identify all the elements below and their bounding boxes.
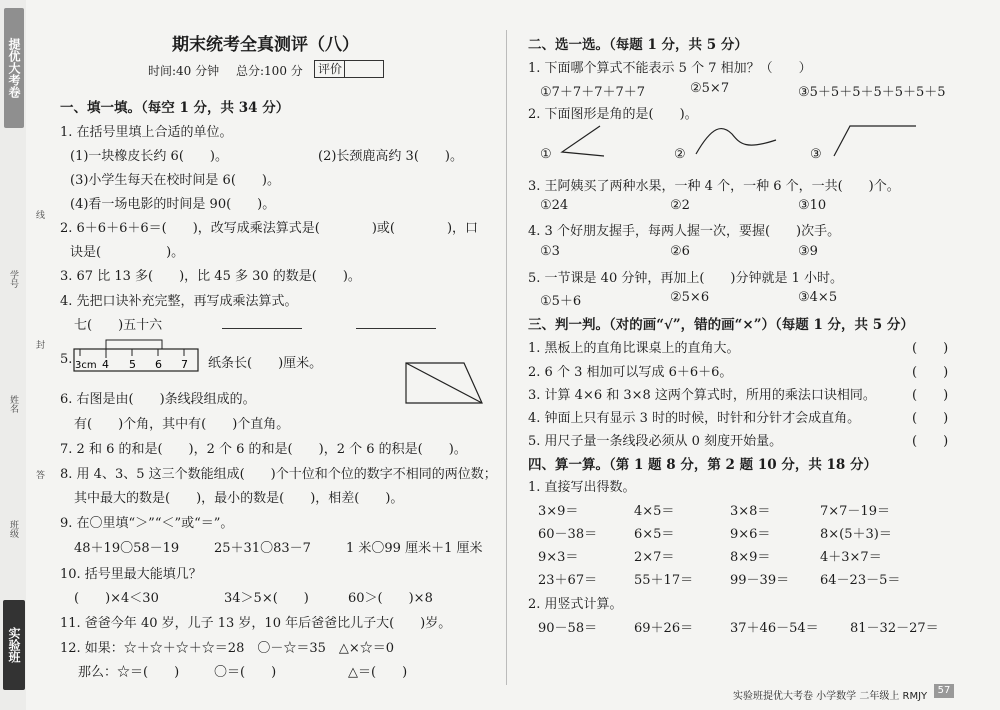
vertical-calc-item: 81－32－27＝ [850,621,939,636]
s1-q7: 7. 2 和 6 的和是( )，2 个 6 的和是( )，2 个 6 的积是( )。 [60,442,467,457]
s1-q6: 6. 右图是由( )条线段组成的。 [60,392,256,407]
s1-q6b: 有( )个角，其中有( )个直角。 [74,417,290,432]
s1-q10b: 34＞5×( ) [224,591,309,606]
vertical-calc-item: 90－58＝ [538,621,598,636]
section-4-heading: 四、算一算。（第 1 题 8 分，第 2 题 10 分，共 18 分） [528,457,878,473]
judge-answer-box[interactable]: ( ) [912,388,949,403]
seal-mark: 线 [34,210,44,219]
s2-q1-option[interactable]: ③5＋5＋5＋5＋5＋5＋5 [798,85,946,100]
calc-item: 3×8＝ [730,504,771,519]
s1-q1d: (4)看一场电影的时间是 90( )。 [70,197,276,212]
trapezoid-figure [404,361,484,407]
s1-q9a: 48＋19〇58－19 [74,541,180,556]
s2-q2-option[interactable]: ② [674,147,686,162]
s1-q8-cont: 其中最大的数是( )，最小的数是( )，相差( )。 [74,491,404,506]
answer-line[interactable] [222,328,302,329]
s1-q11: 11. 爸爸今年 40 岁，儿子 13 岁，10 年后爸爸比儿子大( )岁。 [60,616,452,631]
calc-item: 23＋67＝ [538,573,598,588]
s1-q5-number: 5. [60,352,73,367]
s2-q2-option[interactable]: ① [540,147,552,162]
s2-q1-option[interactable]: ①7＋7＋7＋7＋7 [540,85,646,100]
angle-figure-3 [830,122,920,162]
s3-item: 4. 钟面上只有显示 3 时的时候，时针和分针才会成直角。 [528,411,861,426]
s2-q5: 5. 一节课是 40 分钟，再加上( )分钟就是 1 小时。 [528,271,844,286]
s2-q5-option[interactable]: ②5×6 [670,290,710,305]
calc-item: 55＋17＝ [634,573,694,588]
calc-item: 64－23－5＝ [820,573,901,588]
s2-q2-option[interactable]: ③ [810,147,822,162]
ruler-ticks [80,349,184,358]
s1-q2-cont: 诀是( )。 [70,245,185,260]
s2-q1: 1. 下面哪个算式不能表示 5 个 7 相加？（ ） [528,61,812,76]
s1-q9: 9. 在〇里填“＞”“＜”或“＝”。 [60,516,234,531]
s2-q3-option[interactable]: ②2 [670,198,690,213]
ruler-label: 7 [181,358,188,371]
s1-q12a: 那么：☆＝( ) [78,665,180,680]
calc-item: 9×6＝ [730,527,771,542]
s1-q5: 纸条长( )厘米。 [208,356,323,371]
calc-item: 7×7－19＝ [820,504,890,519]
s1-q2: 2. 6＋6＋6＋6＝( )，改写成乘法算式是( )或( )，口 [60,221,479,236]
s1-q4: 4. 先把口诀补充完整，再写成乘法算式。 [60,294,298,309]
s2-q3: 3. 王阿姨买了两种水果，一种 4 个，一种 6 个，一共( )个。 [528,179,900,194]
calc-item: 4×5＝ [634,504,675,519]
calc-item: 9×3＝ [538,550,579,565]
s2-q3-option[interactable]: ①24 [540,198,569,213]
grade-box[interactable] [344,60,384,78]
s3-item: 5. 用尺子量一条线段必须从 0 刻度开始量。 [528,434,783,449]
s2-q4: 4. 3 个好朋友握手，每两人握一次，要握( )次手。 [528,224,841,239]
answer-line[interactable] [356,328,436,329]
page-number: 57 [934,684,954,698]
s3-item: 3. 计算 4×6 和 3×8 这两个算式时，所用的乘法口诀相同。 [528,388,876,403]
section-2-heading: 二、选一选。（每题 1 分，共 5 分） [528,37,748,53]
name-label: 姓名 [8,395,18,413]
s3-item: 1. 黑板上的直角比课桌上的直角大。 [528,341,740,356]
curve-figure-2 [692,122,780,158]
s4-q1: 1. 直接写出得数。 [528,480,636,495]
s4-q2: 2. 用竖式计算。 [528,597,623,612]
calc-item: 60－38＝ [538,527,598,542]
s2-q2: 2. 下面图形是角的是( )。 [528,107,698,122]
s1-q1c: (3)小学生每天在校时间是 6( )。 [70,173,280,188]
binding-strip [0,0,26,710]
calc-item: 2×7＝ [634,550,675,565]
brand-logo-bottom: 实验班 [3,600,25,690]
s1-q12b: 〇＝( ) [214,665,277,680]
s1-q8: 8. 用 4、3、5 这三个数能组成( )个十位和个位的数字不相同的两位数； [60,467,497,482]
angle-figure-1 [556,122,608,160]
judge-answer-box[interactable]: ( ) [912,341,949,356]
s2-q1-option[interactable]: ②5×7 [690,81,730,96]
s1-q12: 12. 如果：☆＋☆＋☆＋☆＝28 〇－☆＝35 △×☆＝0 [60,641,395,656]
calc-item: 6×5＝ [634,527,675,542]
time-info: 时间:40 分钟 [148,64,220,78]
ruler-label: 6 [155,358,162,371]
score-info: 总分:100 分 [236,64,303,78]
page-title: 期末统考全真测评（八） [172,35,359,55]
s1-q10a: ( )×4＜30 [74,591,159,606]
s1-q1b: (2)长颈鹿高约 3( )。 [318,149,463,164]
s2-q3-option[interactable]: ③10 [798,198,827,213]
s2-q4-option[interactable]: ①3 [540,244,560,259]
s3-item: 2. 6 个 3 相加可以写成 6＋6＋6。 [528,365,733,380]
judge-answer-box[interactable]: ( ) [912,434,949,449]
s2-q4-option[interactable]: ②6 [670,244,690,259]
s1-q9b: 25＋31〇83－7 [214,541,311,556]
column-divider [506,30,507,685]
s1-q1a: (1)一块橡皮长约 6( )。 [70,149,228,164]
ruler-label: 3cm [75,360,97,371]
s1-q9c: 1 米〇99 厘米＋1 厘米 [346,541,483,556]
ruler-figure [72,338,202,374]
s2-q4-option[interactable]: ③9 [798,244,818,259]
s1-q10c: 60＞( )×8 [348,591,433,606]
calc-item: 8×(5＋3)＝ [820,527,892,542]
calc-item: 99－39＝ [730,573,790,588]
s1-q4a: 七( )五十六 [74,318,163,333]
s2-q5-option[interactable]: ③4×5 [798,290,838,305]
s1-q12c: △＝( ) [348,665,408,680]
section-3-heading: 三、判一判。（对的画“√”，错的画“×”）（每题 1 分，共 5 分） [528,317,914,333]
grade-label: 评价 [314,60,345,78]
s2-q5-option[interactable]: ①5＋6 [540,294,582,309]
vertical-calc-item: 69＋26＝ [634,621,694,636]
calc-item: 8×9＝ [730,550,771,565]
seal-mark: 封 [34,340,44,349]
section-1-heading: 一、填一填。（每空 1 分，共 34 分） [60,100,290,116]
vertical-calc-item: 37＋46－54＝ [730,621,819,636]
footer-text: 实验班提优大考卷 小学数学 二年级上 RMJY [733,691,928,702]
judge-answer-box[interactable]: ( ) [912,411,949,426]
class-label: 班级 [8,520,18,538]
s1-q3: 3. 67 比 13 多( )，比 45 多 30 的数是( )。 [60,269,361,284]
calc-item: 4＋3×7＝ [820,550,882,565]
ruler-label: 5 [129,358,136,371]
student-id-label: 学号 [8,270,18,288]
s1-q1: 1. 在括号里填上合适的单位。 [60,125,233,140]
seal-mark: 答 [34,470,44,479]
s1-q10: 10. 括号里最大能填几？ [60,567,202,582]
paper-strip [106,340,162,349]
judge-answer-box[interactable]: ( ) [912,365,949,380]
brand-logo-top: 提优大考卷 [4,8,24,128]
ruler-label: 4 [102,358,109,371]
calc-item: 3×9＝ [538,504,579,519]
